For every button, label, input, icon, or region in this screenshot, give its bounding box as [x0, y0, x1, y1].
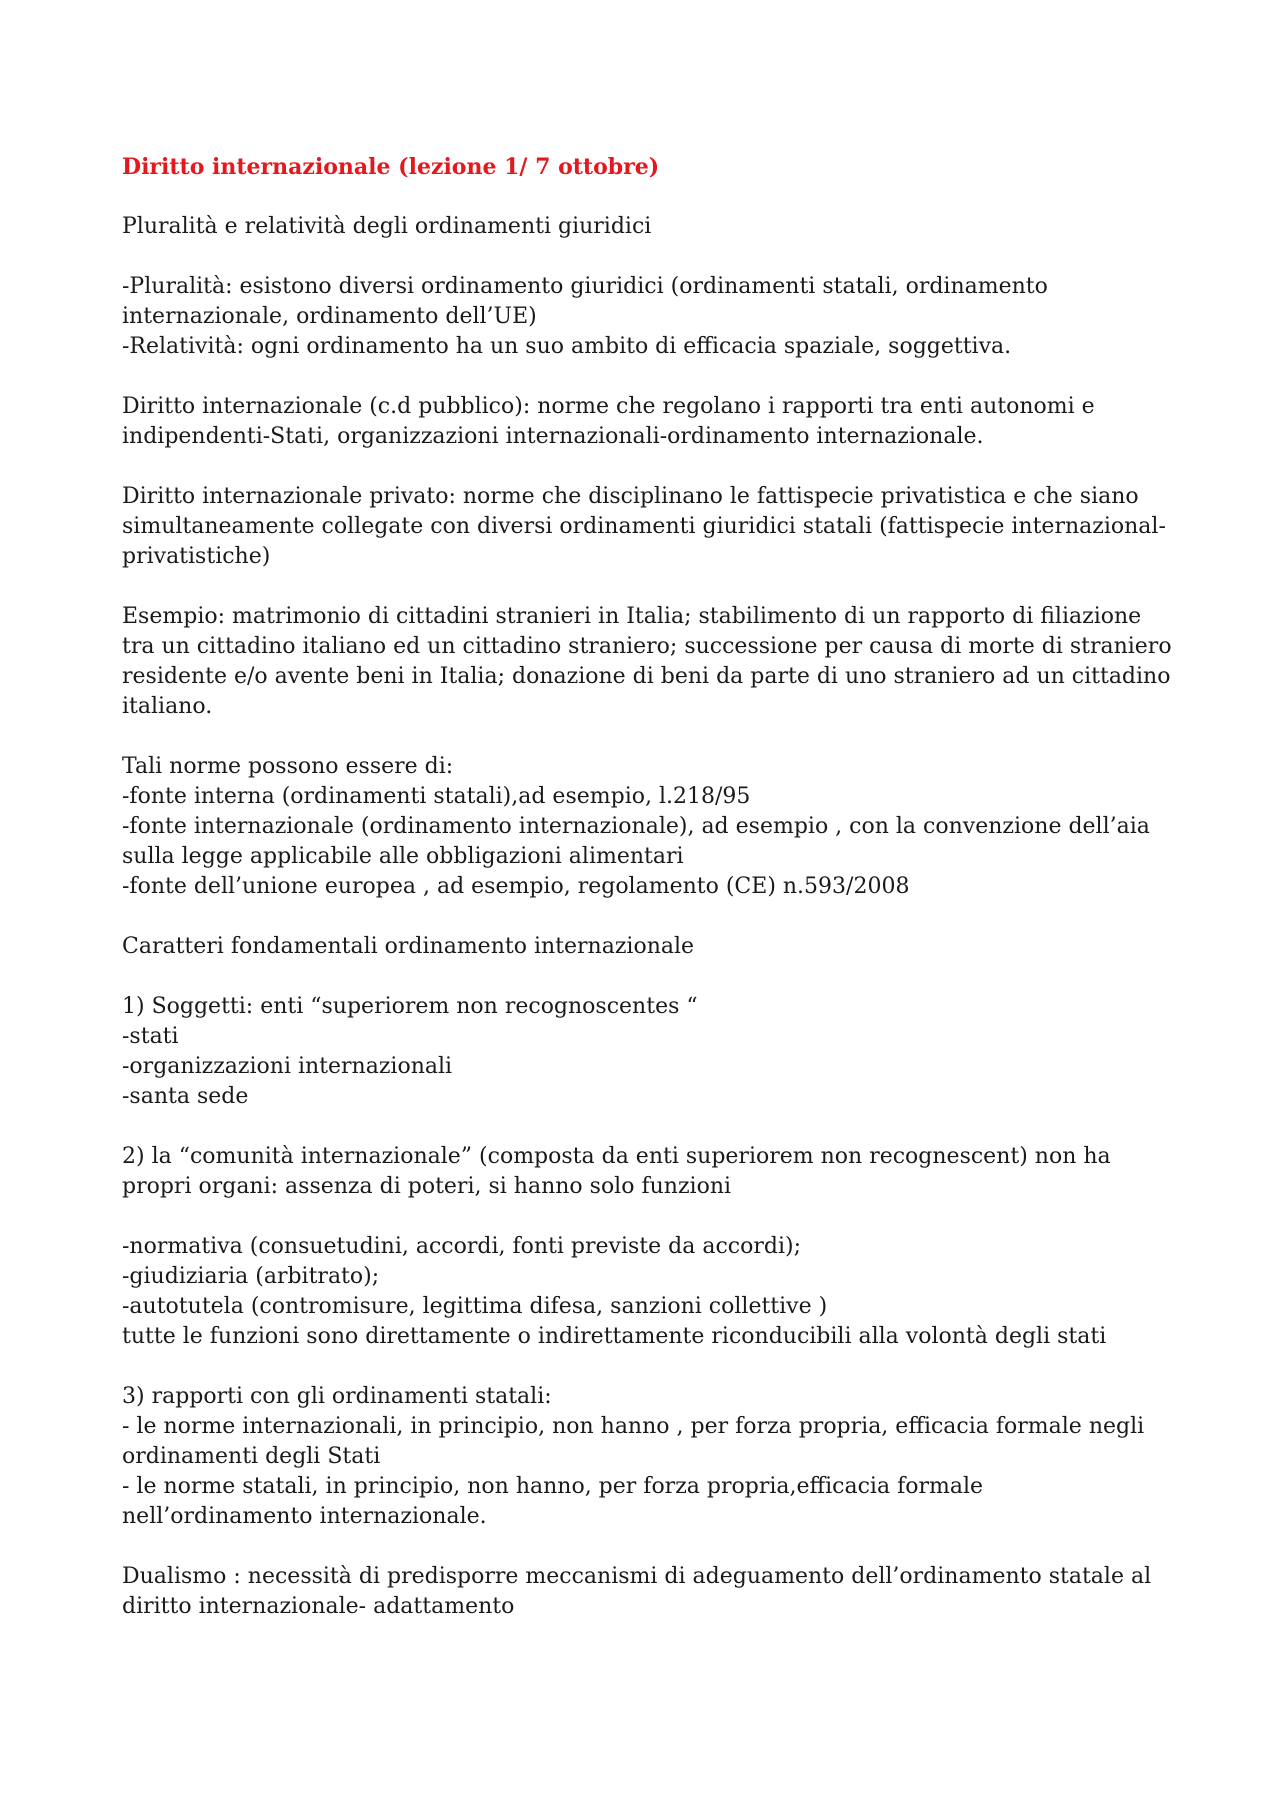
paragraph-line: -fonte internazionale (ordinamento internazionale), ad esempio , con la convenzione dell’aia	[122, 814, 1150, 839]
paragraph-line: tra un cittadino italiano ed un cittadino straniero; successione per causa di morte di straniero	[122, 634, 1172, 659]
paragraph-line: Esempio: matrimonio di cittadini stranieri in Italia; stabilimento di un rapporto di filiazione	[122, 604, 1142, 629]
paragraph-line: -santa sede	[122, 1084, 249, 1109]
paragraph-line: nell’ordinamento internazionale.	[122, 1504, 487, 1529]
paragraph-line: - le norme internazionali, in principio, non hanno , per forza propria, efficacia formale negli	[122, 1414, 1145, 1439]
paragraph-line: Tali norme possono essere di:	[122, 754, 454, 779]
paragraph-line: simultaneamente collegate con diversi ordinamenti giuridici statali (fattispecie internazional-	[122, 514, 1166, 539]
paragraph-line: 2) la “comunità internazionale” (composta da enti superiorem non recognescent) non ha	[122, 1144, 1111, 1169]
paragraph-line: Diritto internazionale (c.d pubblico): norme che regolano i rapporti tra enti autonomi e	[122, 394, 1095, 419]
paragraph	[122, 992, 1162, 1112]
paragraph	[122, 1562, 1162, 1622]
paragraph-line: propri organi: assenza di poteri, si hanno solo funzioni	[122, 1174, 732, 1199]
paragraph-line: Dualismo : necessità di predisporre meccanismi di adeguamento dell’ordinamento statale al	[122, 1564, 1152, 1589]
paragraph	[122, 1232, 1162, 1352]
paragraph	[122, 932, 1162, 962]
paragraph	[122, 272, 1162, 362]
paragraph	[122, 1142, 1162, 1202]
paragraph	[122, 482, 1166, 572]
paragraph-line: ordinamenti degli Stati	[122, 1444, 381, 1469]
paragraph-line: internazionale, ordinamento dell’UE)	[122, 304, 537, 329]
paragraph-line: - le norme statali, in principio, non hanno, per forza propria,efficacia formale	[122, 1474, 984, 1499]
paragraph	[122, 602, 1172, 722]
paragraph-line: -Pluralità: esistono diversi ordinamento giuridici (ordinamenti statali, ordinamento	[122, 274, 1048, 299]
paragraph-line: -giudiziaria (arbitrato);	[122, 1264, 380, 1289]
paragraph	[122, 752, 1162, 902]
paragraph-line: -autotutela (contromisure, legittima difesa, sanzioni collettive )	[122, 1294, 828, 1319]
paragraph-line: -normativa (consuetudini, accordi, fonti previste da accordi);	[122, 1234, 801, 1259]
paragraph-line: diritto internazionale- adattamento	[122, 1594, 515, 1619]
paragraph-line: privatistiche)	[122, 544, 271, 569]
paragraph	[122, 392, 1162, 452]
paragraph-line: 3) rapporti con gli ordinamenti statali:	[122, 1384, 552, 1409]
paragraph-line: Caratteri fondamentali ordinamento internazionale	[122, 934, 695, 959]
paragraph	[122, 212, 1162, 242]
paragraph-line: italiano.	[122, 694, 213, 719]
paragraph-line: -stati	[122, 1024, 179, 1049]
paragraph-line: sulla legge applicabile alle obbligazioni alimentari	[122, 844, 684, 869]
paragraph-line: tutte le funzioni sono direttamente o indirettamente riconducibili alla volontà degli stati	[122, 1324, 1107, 1349]
document-body	[122, 212, 1172, 1622]
paragraph-line: 1) Soggetti: enti “superiorem non recognoscentes “	[122, 994, 698, 1019]
paragraph-line: -Relatività: ogni ordinamento ha un suo ambito di efficacia spaziale, soggettiva.	[122, 334, 1012, 359]
paragraph	[122, 1382, 1162, 1532]
paragraph-line: -fonte interna (ordinamenti statali),ad esempio, l.218/95	[122, 784, 751, 809]
paragraph-line: -organizzazioni internazionali	[122, 1054, 453, 1079]
paragraph-line: indipendenti-Stati, organizzazioni internazionali-ordinamento internazionale.	[122, 424, 984, 449]
paragraph-line: residente e/o avente beni in Italia; donazione di beni da parte di uno straniero ad un cittadino	[122, 664, 1171, 689]
document-title: Diritto internazionale (lezione 1/ 7 ottobre)	[122, 154, 660, 180]
paragraph-line: -fonte dell’unione europea , ad esempio, regolamento (CE) n.593/2008	[122, 874, 910, 899]
paragraph-line: Diritto internazionale privato: norme che disciplinano le fattispecie privatistica e che siano	[122, 484, 1139, 509]
paragraph-line: Pluralità e relatività degli ordinamenti giuridici	[122, 214, 652, 239]
document-content	[122, 152, 1172, 1652]
